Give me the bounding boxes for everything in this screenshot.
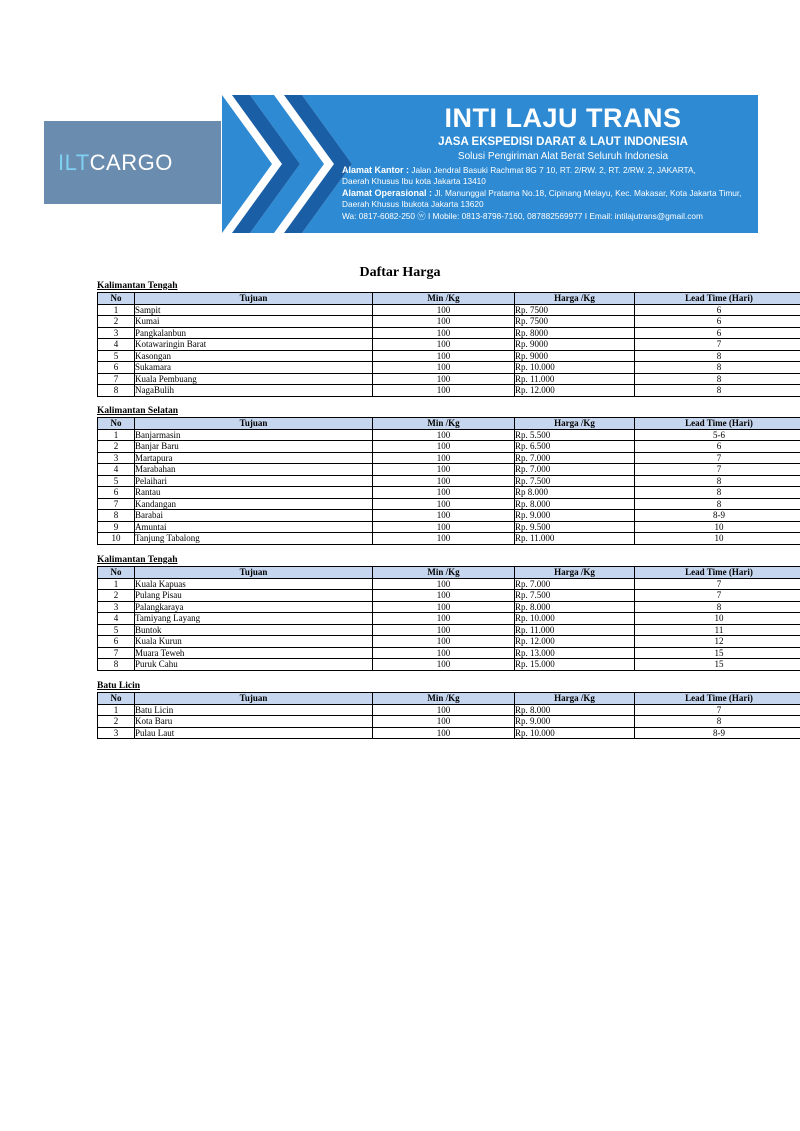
chevron-arrows-icon bbox=[222, 95, 362, 233]
cell-min: 100 bbox=[373, 521, 515, 533]
column-header-no: No bbox=[98, 693, 135, 705]
cell-tujuan: NagaBulih bbox=[135, 385, 373, 397]
cell-min: 100 bbox=[373, 624, 515, 636]
cell-tujuan: Banjarmasin bbox=[135, 429, 373, 441]
cell-harga: Rp. 6.500 bbox=[515, 441, 635, 453]
cell-harga: Rp. 12.000 bbox=[515, 636, 635, 648]
column-header-no: No bbox=[98, 293, 135, 305]
table-row bbox=[98, 464, 800, 476]
cell-min: 100 bbox=[373, 533, 515, 545]
cell-min: 100 bbox=[373, 510, 515, 522]
operational-address-line bbox=[342, 188, 741, 199]
table-row bbox=[98, 362, 800, 374]
cell-harga: Rp 8.000 bbox=[515, 487, 635, 499]
contact-info: Wa: 0817-6082-250 ⓦ I Mobile: 0813-8798-7160, 087882569977 I Email: intilajutrans@gmail.com bbox=[342, 211, 703, 221]
cell-no: 2 bbox=[98, 590, 135, 602]
cell-no: 1 bbox=[98, 304, 135, 316]
cell-no: 4 bbox=[98, 464, 135, 476]
cell-no: 9 bbox=[98, 521, 135, 533]
cell-harga: Rp. 8.000 bbox=[515, 601, 635, 613]
cell-min: 100 bbox=[373, 487, 515, 499]
table-row bbox=[98, 601, 800, 613]
cell-lead-time: 8 bbox=[635, 385, 800, 397]
cell-lead-time: 15 bbox=[635, 647, 800, 659]
cell-no: 4 bbox=[98, 613, 135, 625]
column-header-harga: Harga /Kg bbox=[515, 693, 635, 705]
cell-min: 100 bbox=[373, 429, 515, 441]
cell-lead-time: 8 bbox=[635, 716, 800, 728]
cell-lead-time: 15 bbox=[635, 659, 800, 671]
cell-lead-time: 7 bbox=[635, 464, 800, 476]
cell-min: 100 bbox=[373, 350, 515, 362]
table-row bbox=[98, 704, 800, 716]
cell-tujuan: Tanjung Tabalong bbox=[135, 533, 373, 545]
table-row bbox=[98, 647, 800, 659]
page-title: Daftar Harga bbox=[359, 265, 441, 280]
operational-address-line-2: Daerah Khusus Ibukota Jakarta 13620 bbox=[342, 199, 484, 209]
cell-no: 4 bbox=[98, 339, 135, 351]
cell-min: 100 bbox=[373, 647, 515, 659]
cell-tujuan: Buntok bbox=[135, 624, 373, 636]
column-header-lead-time: Lead Time (Hari) bbox=[635, 418, 800, 430]
cell-no: 6 bbox=[98, 362, 135, 374]
cell-harga: Rp. 7.500 bbox=[515, 475, 635, 487]
cell-lead-time: 8 bbox=[635, 601, 800, 613]
cell-tujuan: Pulang Pisau bbox=[135, 590, 373, 602]
logo-text-cargo: CARGO bbox=[89, 149, 173, 175]
office-address-text: Jalan Jendral Basuki Rachmat 8G 7 10, RT. 2/RW. 2, RT. 2/RW. 2, JAKARTA, bbox=[411, 165, 696, 175]
cell-tujuan: Marabahan bbox=[135, 464, 373, 476]
company-tagline: Solusi Pengiriman Alat Berat Seluruh Indonesia bbox=[457, 151, 669, 162]
cell-no: 3 bbox=[98, 452, 135, 464]
cell-tujuan: Kotawaringin Barat bbox=[135, 339, 373, 351]
cell-tujuan: Kuala Kapuas bbox=[135, 578, 373, 590]
table-header-row bbox=[98, 418, 800, 430]
cell-lead-time: 8 bbox=[635, 350, 800, 362]
column-header-lead-time: Lead Time (Hari) bbox=[635, 293, 800, 305]
office-address-line-2: Daerah Khusus Ibu kota Jakarta 13410 bbox=[342, 176, 486, 186]
table-row bbox=[98, 716, 800, 728]
cell-no: 6 bbox=[98, 487, 135, 499]
cell-harga: Rp. 11.000 bbox=[515, 624, 635, 636]
cell-no: 2 bbox=[98, 441, 135, 453]
cell-harga: Rp. 7500 bbox=[515, 316, 635, 328]
cell-harga: Rp. 10.000 bbox=[515, 727, 635, 739]
cell-no: 5 bbox=[98, 475, 135, 487]
table-row bbox=[98, 521, 800, 533]
cell-tujuan: Kuala Pembuang bbox=[135, 373, 373, 385]
price-table bbox=[97, 566, 800, 671]
table-row bbox=[98, 373, 800, 385]
cell-harga: Rp. 13.000 bbox=[515, 647, 635, 659]
cell-no: 2 bbox=[98, 316, 135, 328]
cell-harga: Rp. 11.000 bbox=[515, 533, 635, 545]
column-header-harga: Harga /Kg bbox=[515, 567, 635, 579]
cell-min: 100 bbox=[373, 327, 515, 339]
cell-tujuan: Kumai bbox=[135, 316, 373, 328]
logo-text bbox=[58, 150, 173, 176]
table-row bbox=[98, 385, 800, 397]
column-header-no: No bbox=[98, 418, 135, 430]
cell-tujuan: Banjar Baru bbox=[135, 441, 373, 453]
table-row bbox=[98, 316, 800, 328]
cell-no: 3 bbox=[98, 727, 135, 739]
cell-harga: Rp. 7.000 bbox=[515, 452, 635, 464]
cell-no: 2 bbox=[98, 716, 135, 728]
table-row bbox=[98, 498, 800, 510]
cell-harga: Rp. 7500 bbox=[515, 304, 635, 316]
logo-text-ilt: ILT bbox=[58, 149, 90, 175]
cell-no: 8 bbox=[98, 659, 135, 671]
cell-tujuan: Palangkaraya bbox=[135, 601, 373, 613]
cell-min: 100 bbox=[373, 441, 515, 453]
cell-harga: Rp. 9000 bbox=[515, 339, 635, 351]
cell-no: 7 bbox=[98, 647, 135, 659]
column-header-tujuan: Tujuan bbox=[135, 418, 373, 430]
cell-lead-time: 7 bbox=[635, 452, 800, 464]
cell-lead-time: 10 bbox=[635, 533, 800, 545]
cell-tujuan: Sampit bbox=[135, 304, 373, 316]
operational-address-text: Jl. Manunggal Pratama No.18, Cipinang Melayu, Kec. Makasar, Kota Jakarta Timur, bbox=[434, 188, 742, 198]
cell-lead-time: 7 bbox=[635, 578, 800, 590]
price-section bbox=[97, 555, 753, 671]
cell-min: 100 bbox=[373, 578, 515, 590]
cell-no: 7 bbox=[98, 498, 135, 510]
cell-min: 100 bbox=[373, 464, 515, 476]
cell-harga: Rp. 11.000 bbox=[515, 373, 635, 385]
cell-lead-time: 8 bbox=[635, 498, 800, 510]
company-subtitle: JASA EKSPEDISI DARAT & LAUT INDONESIA bbox=[438, 136, 688, 148]
cell-lead-time: 6 bbox=[635, 316, 800, 328]
office-address-label: Alamat Kantor : bbox=[342, 165, 410, 175]
column-header-harga: Harga /Kg bbox=[515, 293, 635, 305]
cell-no: 1 bbox=[98, 429, 135, 441]
price-table bbox=[97, 417, 800, 545]
price-section bbox=[97, 681, 753, 739]
cell-harga: Rp. 9.000 bbox=[515, 510, 635, 522]
company-name: INTI LAJU TRANS bbox=[444, 103, 682, 133]
cell-no: 3 bbox=[98, 601, 135, 613]
cell-harga: Rp. 9.000 bbox=[515, 716, 635, 728]
cell-lead-time: 7 bbox=[635, 339, 800, 351]
table-row bbox=[98, 452, 800, 464]
cell-lead-time: 8-9 bbox=[635, 727, 800, 739]
cell-lead-time: 6 bbox=[635, 304, 800, 316]
cell-tujuan: Muara Teweh bbox=[135, 647, 373, 659]
cell-no: 7 bbox=[98, 373, 135, 385]
cell-harga: Rp. 7.000 bbox=[515, 578, 635, 590]
cell-harga: Rp. 5.500 bbox=[515, 429, 635, 441]
cell-harga: Rp. 7.500 bbox=[515, 590, 635, 602]
table-row bbox=[98, 727, 800, 739]
table-row bbox=[98, 578, 800, 590]
table-row bbox=[98, 487, 800, 499]
table-header-row bbox=[98, 693, 800, 705]
cell-harga: Rp. 8000 bbox=[515, 327, 635, 339]
column-header-min: Min /Kg bbox=[373, 418, 515, 430]
table-row bbox=[98, 590, 800, 602]
cell-min: 100 bbox=[373, 727, 515, 739]
cell-tujuan: Pelaihari bbox=[135, 475, 373, 487]
column-header-tujuan: Tujuan bbox=[135, 293, 373, 305]
cell-tujuan: Barabai bbox=[135, 510, 373, 522]
cell-lead-time: 5-6 bbox=[635, 429, 800, 441]
cell-tujuan: Pulau Laut bbox=[135, 727, 373, 739]
cell-lead-time: 8 bbox=[635, 373, 800, 385]
cell-min: 100 bbox=[373, 362, 515, 374]
cell-min: 100 bbox=[373, 452, 515, 464]
table-row bbox=[98, 350, 800, 362]
cell-harga: Rp. 10.000 bbox=[515, 613, 635, 625]
price-table bbox=[97, 292, 800, 397]
cell-harga: Rp. 9000 bbox=[515, 350, 635, 362]
cell-lead-time: 7 bbox=[635, 704, 800, 716]
cell-min: 100 bbox=[373, 304, 515, 316]
cell-no: 6 bbox=[98, 636, 135, 648]
cell-tujuan: Batu Licin bbox=[135, 704, 373, 716]
column-header-min: Min /Kg bbox=[373, 293, 515, 305]
cell-tujuan: Martapura bbox=[135, 452, 373, 464]
price-section bbox=[97, 406, 753, 545]
cell-lead-time: 6 bbox=[635, 441, 800, 453]
cell-no: 8 bbox=[98, 510, 135, 522]
cell-tujuan: Sukamara bbox=[135, 362, 373, 374]
section-heading: Kalimantan Selatan bbox=[97, 406, 179, 416]
cell-harga: Rp. 15.000 bbox=[515, 659, 635, 671]
column-header-min: Min /Kg bbox=[373, 693, 515, 705]
cell-tujuan: Amuntai bbox=[135, 521, 373, 533]
cell-harga: Rp. 12.000 bbox=[515, 385, 635, 397]
operational-address-label: Alamat Operasional : bbox=[342, 188, 433, 198]
column-header-no: No bbox=[98, 567, 135, 579]
cell-no: 5 bbox=[98, 624, 135, 636]
table-row bbox=[98, 429, 800, 441]
cell-min: 100 bbox=[373, 659, 515, 671]
table-row bbox=[98, 533, 800, 545]
cell-min: 100 bbox=[373, 590, 515, 602]
section-heading: Kalimantan Tengah bbox=[97, 555, 178, 565]
cell-min: 100 bbox=[373, 339, 515, 351]
column-header-lead-time: Lead Time (Hari) bbox=[635, 567, 800, 579]
cell-lead-time: 8-9 bbox=[635, 510, 800, 522]
cell-no: 8 bbox=[98, 385, 135, 397]
cell-tujuan: Tamiyang Layang bbox=[135, 613, 373, 625]
cell-tujuan: Pangkalanbun bbox=[135, 327, 373, 339]
office-address-line bbox=[342, 165, 696, 176]
table-row bbox=[98, 475, 800, 487]
section-heading: Kalimantan Tengah bbox=[97, 281, 178, 291]
table-row bbox=[98, 613, 800, 625]
table-header-row bbox=[98, 567, 800, 579]
cell-min: 100 bbox=[373, 316, 515, 328]
table-row bbox=[98, 327, 800, 339]
column-header-harga: Harga /Kg bbox=[515, 418, 635, 430]
cell-tujuan: Rantau bbox=[135, 487, 373, 499]
cell-harga: Rp. 9.500 bbox=[515, 521, 635, 533]
cell-harga: Rp. 10.000 bbox=[515, 362, 635, 374]
cell-no: 1 bbox=[98, 704, 135, 716]
table-row bbox=[98, 510, 800, 522]
cell-min: 100 bbox=[373, 704, 515, 716]
cell-min: 100 bbox=[373, 498, 515, 510]
cell-min: 100 bbox=[373, 475, 515, 487]
cell-harga: Rp. 8.000 bbox=[515, 498, 635, 510]
cell-harga: Rp. 7.000 bbox=[515, 464, 635, 476]
cell-tujuan: Puruk Cahu bbox=[135, 659, 373, 671]
cell-min: 100 bbox=[373, 373, 515, 385]
cell-lead-time: 12 bbox=[635, 636, 800, 648]
cell-tujuan: Kota Baru bbox=[135, 716, 373, 728]
cell-lead-time: 6 bbox=[635, 327, 800, 339]
column-header-min: Min /Kg bbox=[373, 567, 515, 579]
column-header-tujuan: Tujuan bbox=[135, 693, 373, 705]
cell-no: 5 bbox=[98, 350, 135, 362]
column-header-tujuan: Tujuan bbox=[135, 567, 373, 579]
table-row bbox=[98, 624, 800, 636]
cell-min: 100 bbox=[373, 636, 515, 648]
cell-lead-time: 8 bbox=[635, 475, 800, 487]
cell-lead-time: 7 bbox=[635, 590, 800, 602]
cell-lead-time: 11 bbox=[635, 624, 800, 636]
cell-min: 100 bbox=[373, 385, 515, 397]
cell-min: 100 bbox=[373, 613, 515, 625]
cell-tujuan: Kandangan bbox=[135, 498, 373, 510]
section-heading: Batu Licin bbox=[97, 681, 141, 691]
cell-min: 100 bbox=[373, 716, 515, 728]
cell-no: 3 bbox=[98, 327, 135, 339]
table-row bbox=[98, 441, 800, 453]
cell-no: 1 bbox=[98, 578, 135, 590]
cell-lead-time: 10 bbox=[635, 521, 800, 533]
cell-lead-time: 10 bbox=[635, 613, 800, 625]
company-banner bbox=[222, 95, 758, 233]
table-row bbox=[98, 304, 800, 316]
price-table bbox=[97, 692, 800, 739]
iltcargo-logo bbox=[44, 121, 221, 204]
cell-harga: Rp. 8.000 bbox=[515, 704, 635, 716]
cell-no: 10 bbox=[98, 533, 135, 545]
table-header-row bbox=[98, 293, 800, 305]
cell-lead-time: 8 bbox=[635, 487, 800, 499]
cell-tujuan: Kasongan bbox=[135, 350, 373, 362]
table-row bbox=[98, 659, 800, 671]
price-section bbox=[97, 281, 753, 397]
table-row bbox=[98, 339, 800, 351]
cell-tujuan: Kuala Kurun bbox=[135, 636, 373, 648]
column-header-lead-time: Lead Time (Hari) bbox=[635, 693, 800, 705]
cell-lead-time: 8 bbox=[635, 362, 800, 374]
table-row bbox=[98, 636, 800, 648]
cell-min: 100 bbox=[373, 601, 515, 613]
